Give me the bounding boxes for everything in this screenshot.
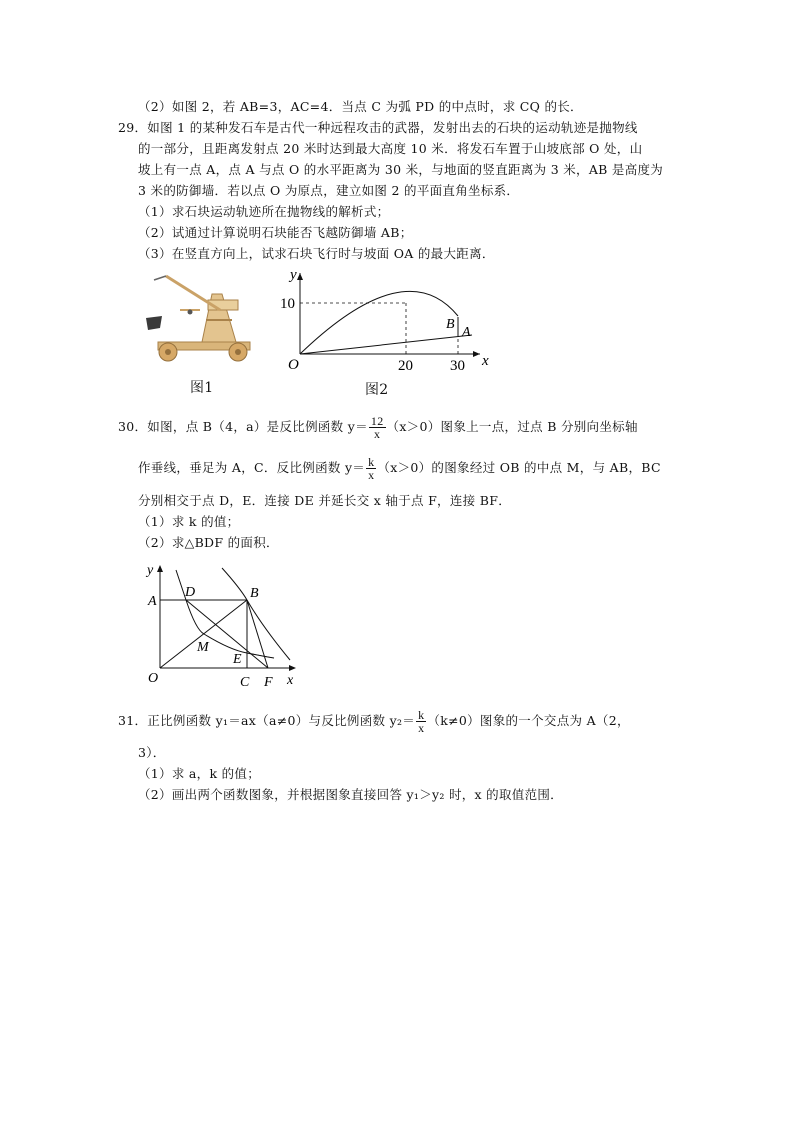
q30-line1 bbox=[118, 412, 638, 442]
fig1-caption: 图1 bbox=[190, 380, 214, 396]
q30-line2 bbox=[138, 453, 661, 483]
q30-fig-point-c: C bbox=[240, 675, 250, 690]
trajectory-diagram bbox=[280, 265, 500, 380]
fig2-tick-20: 20 bbox=[398, 358, 413, 374]
fraction-k-over-x bbox=[366, 456, 376, 481]
q29-sub1: （1）求石块运动轨迹所在抛物线的解析式； bbox=[138, 204, 390, 219]
fig2-x-label: x bbox=[482, 353, 489, 369]
q30-fig-point-a: A bbox=[148, 594, 157, 609]
fig2-y-label: y bbox=[290, 267, 297, 283]
q30-line1-text-b: （x＞0）图象上一点，过点 B 分别向坐标轴 bbox=[386, 419, 638, 434]
q31-line1-text-a: 31．正比例函数 y₁＝ax（a≠0）与反比例函数 y₂＝ bbox=[118, 713, 416, 728]
q29-line3: 坡上有一点 A，点 A 与点 O 的水平距离为 30 米，与地面的竖直距离为 3 米，AB 是高度为 bbox=[138, 162, 664, 177]
q31-line2: 3）． bbox=[138, 745, 166, 760]
fraction-denominator: x bbox=[374, 427, 381, 441]
q30-fig-point-d: D bbox=[185, 585, 196, 600]
q30-line3: 分别相交于点 D，E．连接 DE 并延长交 x 轴于点 F，连接 BF． bbox=[138, 493, 511, 508]
q30-fig-y-label: y bbox=[147, 563, 154, 578]
q30-line2-text-b: （x＞0）的图象经过 OB 的中点 M，与 AB，BC bbox=[377, 460, 661, 475]
fraction-k-over-x bbox=[416, 709, 426, 734]
q31-sub1: （1）求 a，k 的值； bbox=[138, 766, 261, 781]
q30-fig-point-e: E bbox=[233, 652, 242, 667]
fig2-origin-label: O bbox=[288, 357, 299, 373]
q30-fig-point-f: F bbox=[264, 675, 273, 690]
q30-fig-x-label: x bbox=[287, 673, 294, 688]
fraction-12-over-x bbox=[369, 415, 386, 440]
q29-sub3: （3）在竖直方向上，试求石块飞行时与坡面 OA 的最大距离． bbox=[138, 246, 495, 261]
q31-sub2: （2）画出两个函数图象，并根据图象直接回答 y₁＞y₂ 时，x 的取值范围． bbox=[138, 787, 563, 802]
q30-fig-point-b: B bbox=[250, 586, 259, 601]
q30-sub1: （1）求 k 的值； bbox=[138, 514, 240, 529]
fraction-denominator: x bbox=[418, 721, 425, 735]
q29-line1: 29．如图 1 的某种发石车是古代一种远程攻击的武器，发射出去的石块的运动轨迹是抛物线 bbox=[118, 120, 638, 135]
q30-line2-text-a: 作垂线，垂足为 A，C．反比例函数 y＝ bbox=[138, 460, 366, 475]
q28-part2: （2）如图 2，若 AB=3，AC=4．当点 C 为弧 PD 的中点时，求 CQ 的长． bbox=[138, 99, 583, 114]
catapult-illustration bbox=[140, 270, 260, 370]
q29-line2: 的一部分，且距离发射点 20 米时达到最大高度 10 米．将发石车置于山坡底部 O 处，山 bbox=[138, 141, 643, 156]
q30-fig-origin-label: O bbox=[148, 671, 159, 686]
fraction-denominator: x bbox=[368, 468, 375, 482]
q30-fig-point-m: M bbox=[197, 640, 209, 655]
q29-line4: 3 米的防御墙．若以点 O 为原点，建立如图 2 的平面直角坐标系． bbox=[138, 183, 520, 198]
fraction-numerator: k bbox=[418, 708, 425, 722]
fig2-point-b: B bbox=[446, 317, 455, 332]
fig2-point-a: A bbox=[462, 325, 471, 340]
q30-sub2: （2）求△BDF 的面积． bbox=[138, 535, 279, 550]
fig2-tick-10: 10 bbox=[280, 296, 295, 312]
fraction-numerator: k bbox=[368, 455, 375, 469]
fig2-caption: 图2 bbox=[365, 382, 389, 398]
q30-line1-text-a: 30．如图，点 B（4，a）是反比例函数 y＝ bbox=[118, 419, 368, 434]
fig2-tick-30: 30 bbox=[450, 358, 465, 374]
fraction-numerator: 12 bbox=[370, 414, 384, 428]
q31-line1 bbox=[118, 706, 630, 736]
q31-line1-text-b: （k≠0）图象的一个交点为 A（2， bbox=[427, 713, 630, 728]
q29-sub2: （2）试通过计算说明石块能否飞越防御墙 AB； bbox=[138, 225, 413, 240]
hyperbola-diagram bbox=[140, 560, 310, 690]
